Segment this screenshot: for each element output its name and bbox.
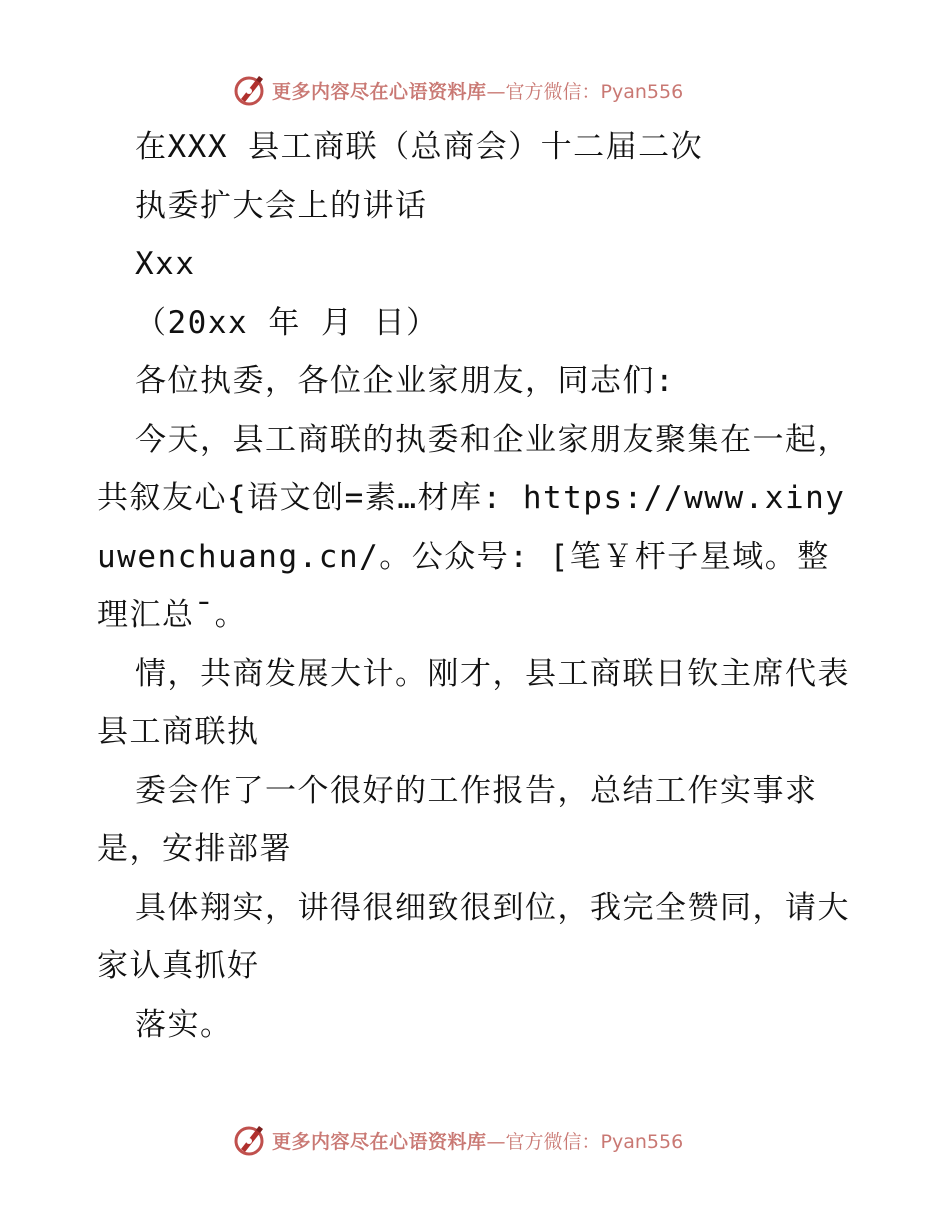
- doc-salutation: 各位执委，各位企业家朋友，同志们:: [135, 363, 676, 399]
- doc-paragraph: 情，共商发展大计。刚才，县工商联日钦主席代表县工商联执: [97, 655, 850, 750]
- doc-date: （20xx 年 月 日）: [135, 304, 439, 341]
- header-wechat-text: —官方微信：Pyan556: [486, 80, 684, 103]
- footer-wechat-text: —官方微信：Pyan556: [486, 1130, 684, 1153]
- doc-paragraph: 今天，县工商联的执委和企业家朋友聚集在一起，共叙友心{语文创=素…材库: https://www.xinyuwenchuang.cn/。公众号: [笔￥杆子星域。整理汇总¯。: [97, 421, 850, 633]
- header-brand-text: 更多内容尽在心语资料库: [272, 80, 487, 103]
- doc-paragraph: 落实。: [135, 1006, 233, 1043]
- doc-paragraph: 委会作了一个很好的工作报告，总结工作实事求是，安排部署: [97, 772, 818, 867]
- document-body: [97, 118, 857, 1054]
- doc-title-line-2: 执委扩大会上的讲话: [135, 187, 428, 224]
- header-watermark-banner: [232, 70, 683, 110]
- doc-paragraph: 具体翔实，讲得很细致很到位，我完全赞同，请大家认真抓好: [97, 889, 850, 984]
- doc-author: Xxx: [135, 246, 196, 282]
- pen-logo-icon: [232, 1122, 268, 1158]
- doc-title-line-1: 在XXX 县工商联（总商会）十二届二次: [135, 129, 704, 165]
- footer-brand-text: 更多内容尽在心语资料库: [272, 1130, 487, 1153]
- pen-logo-icon: [232, 72, 268, 108]
- footer-watermark-banner: [232, 1120, 683, 1160]
